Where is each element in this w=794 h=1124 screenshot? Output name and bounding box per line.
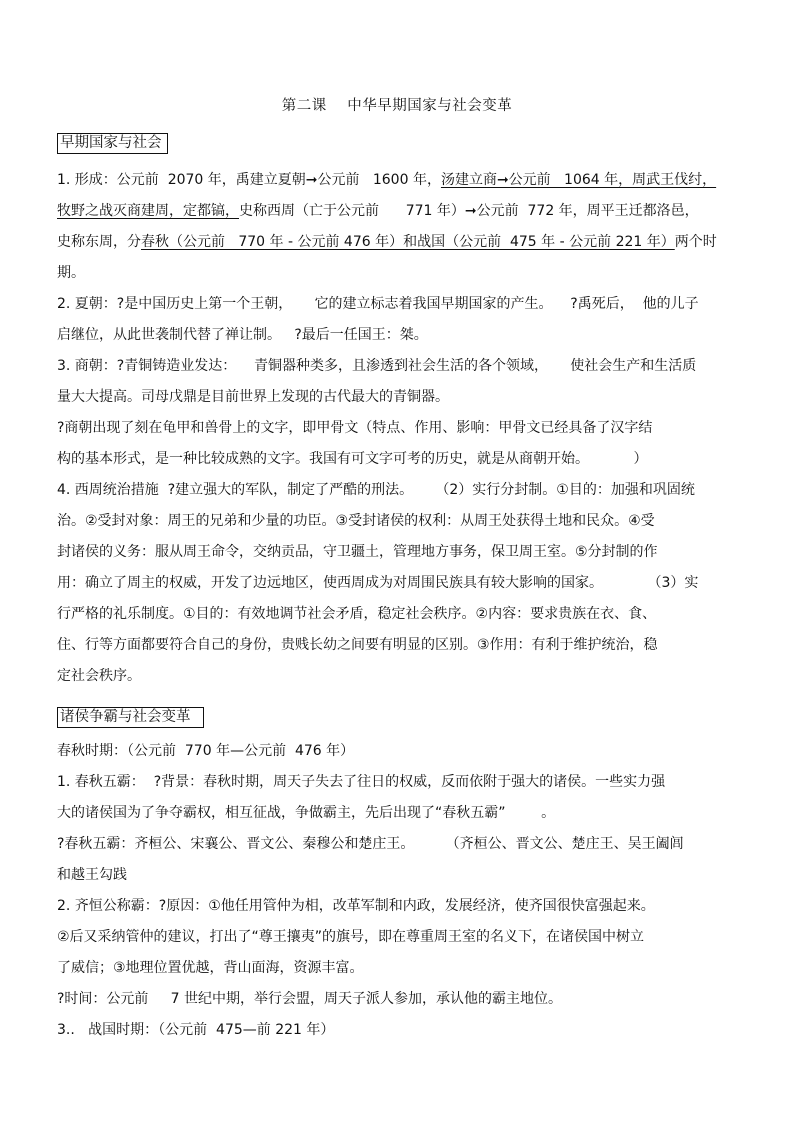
- paragraph-line: 1. 春秋五霸： ?背景：春秋时期，周天子失去了往日的权威，反而依附于强大的诸侯。一些实力强: [57, 774, 666, 790]
- paragraph-line: 2. 夏朝：?是中国历史上第一个王朝， 它的建立标志着我国早期国家的产生。 ?禹死后， 他的儿子: [57, 296, 699, 312]
- paragraph-line: 量大大提高。司母戊鼎是目前世界上发现的古代最大的青铜器。: [57, 389, 449, 405]
- paragraph-line: 4. 西周统治措施 ?建立强大的军队，制定了严酷的刑法。 （2）实行分封制。①目的：加强和巩固统: [57, 482, 695, 498]
- paragraph-line: ?商朝出现了刻在龟甲和兽骨上的文字，即甲骨文（特点、作用、影响：甲骨文已经具备了汉字结: [57, 420, 653, 436]
- paragraph-line: 定社会秩序。: [57, 668, 141, 684]
- line-text: 史称东周，分: [57, 234, 141, 250]
- paragraph-line: 春秋时期：（公元前 770 年—公元前 476 年）: [57, 743, 355, 759]
- paragraph-line: 了威信；③地理位置优越，背山面海，资源丰富。: [57, 960, 364, 976]
- paragraph-line: 3.. 战国时期：（公元前 475—前 221 年）: [57, 1022, 335, 1038]
- paragraph-line: 行严格的礼乐制度。①目的：有效地调节社会矛盾，稳定社会秩序。②内容：要求贵族在衣、食、: [57, 606, 657, 622]
- paragraph-line: 期。: [57, 265, 85, 281]
- line-text: 两个时: [674, 234, 717, 250]
- paragraph-line: 封诸侯的义务：服从周王命令，交纳贡品，守卫疆土，管理地方事务，保卫周王室。⑤分封制的作: [57, 544, 658, 560]
- paragraph-line: [57, 201, 747, 221]
- underlined-text: 春秋（公元前 770 年 - 公元前 476 年）和战国（公元前 475 年 - 公元前 221 年）: [141, 234, 675, 250]
- paragraph-line: ?时间：公元前 7 世纪中期，举行会盟，周天子派人参加，承认他的霸主地位。: [57, 991, 563, 1007]
- underlined-text: 汤建立商➞公元前 1064 年，周武王伐纣，: [440, 172, 717, 188]
- page-title: 第二课 中华早期国家与社会变革: [281, 98, 513, 114]
- paragraph-line: 大的诸侯国为了争夺霸权，相互征战，争做霸主，先后出现了“春秋五霸” 。: [57, 805, 556, 821]
- paragraph-line: [57, 170, 747, 190]
- paragraph-line: 2. 齐恒公称霸：?原因：①他任用管仲为相，改革军制和内政，发展经济，使齐国很快富强起来。: [57, 898, 655, 914]
- paragraph-line: 启继位，从此世袭制代替了禅让制。 ?最后一任国王：桀。: [57, 327, 428, 343]
- paragraph-line: 住、行等方面都要符合自己的身份，贵贱长幼之间要有明显的区别。③作用：有利于维护统治，稳: [57, 637, 658, 653]
- section-heading-hegemony: 诸侯争霸与社会变革: [57, 707, 204, 728]
- paragraph-line: 用：确立了周主的权威，开发了边远地区，使西周成为对周围民族具有较大影响的国家。 （3）实: [57, 575, 699, 591]
- underlined-text: 牧野之战灭商建周，定都镐，: [57, 203, 239, 219]
- line-text: 1. 形成：公元前 2070 年，禹建立夏朝➞公元前 1600 年，: [57, 172, 441, 188]
- paragraph-line: ②后又采纳管仲的建议，打出了“尊王攘夷”的旗号，即在尊重周王室的名义下，在诸侯国中树立: [57, 929, 645, 945]
- line-text: 史称西周（亡于公元前 771 年）➞公元前 772 年，周平王迁都洛邑，: [239, 203, 699, 219]
- paragraph-line: 治。②受封对象：周王的兄弟和少量的功臣。③受封诸侯的权利：从周王处获得土地和民众。④受: [57, 513, 655, 529]
- paragraph-line: 构的基本形式，是一种比较成熟的文字。我国有可文字可考的历史，就是从商朝开始。 ）: [57, 451, 648, 467]
- paragraph-line: 3. 商朝：?青铜铸造业发达： 青铜器种类多，且渗透到社会生活的各个领域， 使社会生产和生活质: [57, 358, 697, 374]
- paragraph-line: 和越王勾践: [57, 867, 127, 883]
- paragraph-line: ?春秋五霸：齐桓公、宋襄公、晋文公、秦穆公和楚庄王。 （齐桓公、晋文公、楚庄王、吴王阖闾: [57, 836, 684, 852]
- paragraph-line: [57, 232, 747, 252]
- section-heading-early-state: 早期国家与社会: [57, 133, 168, 154]
